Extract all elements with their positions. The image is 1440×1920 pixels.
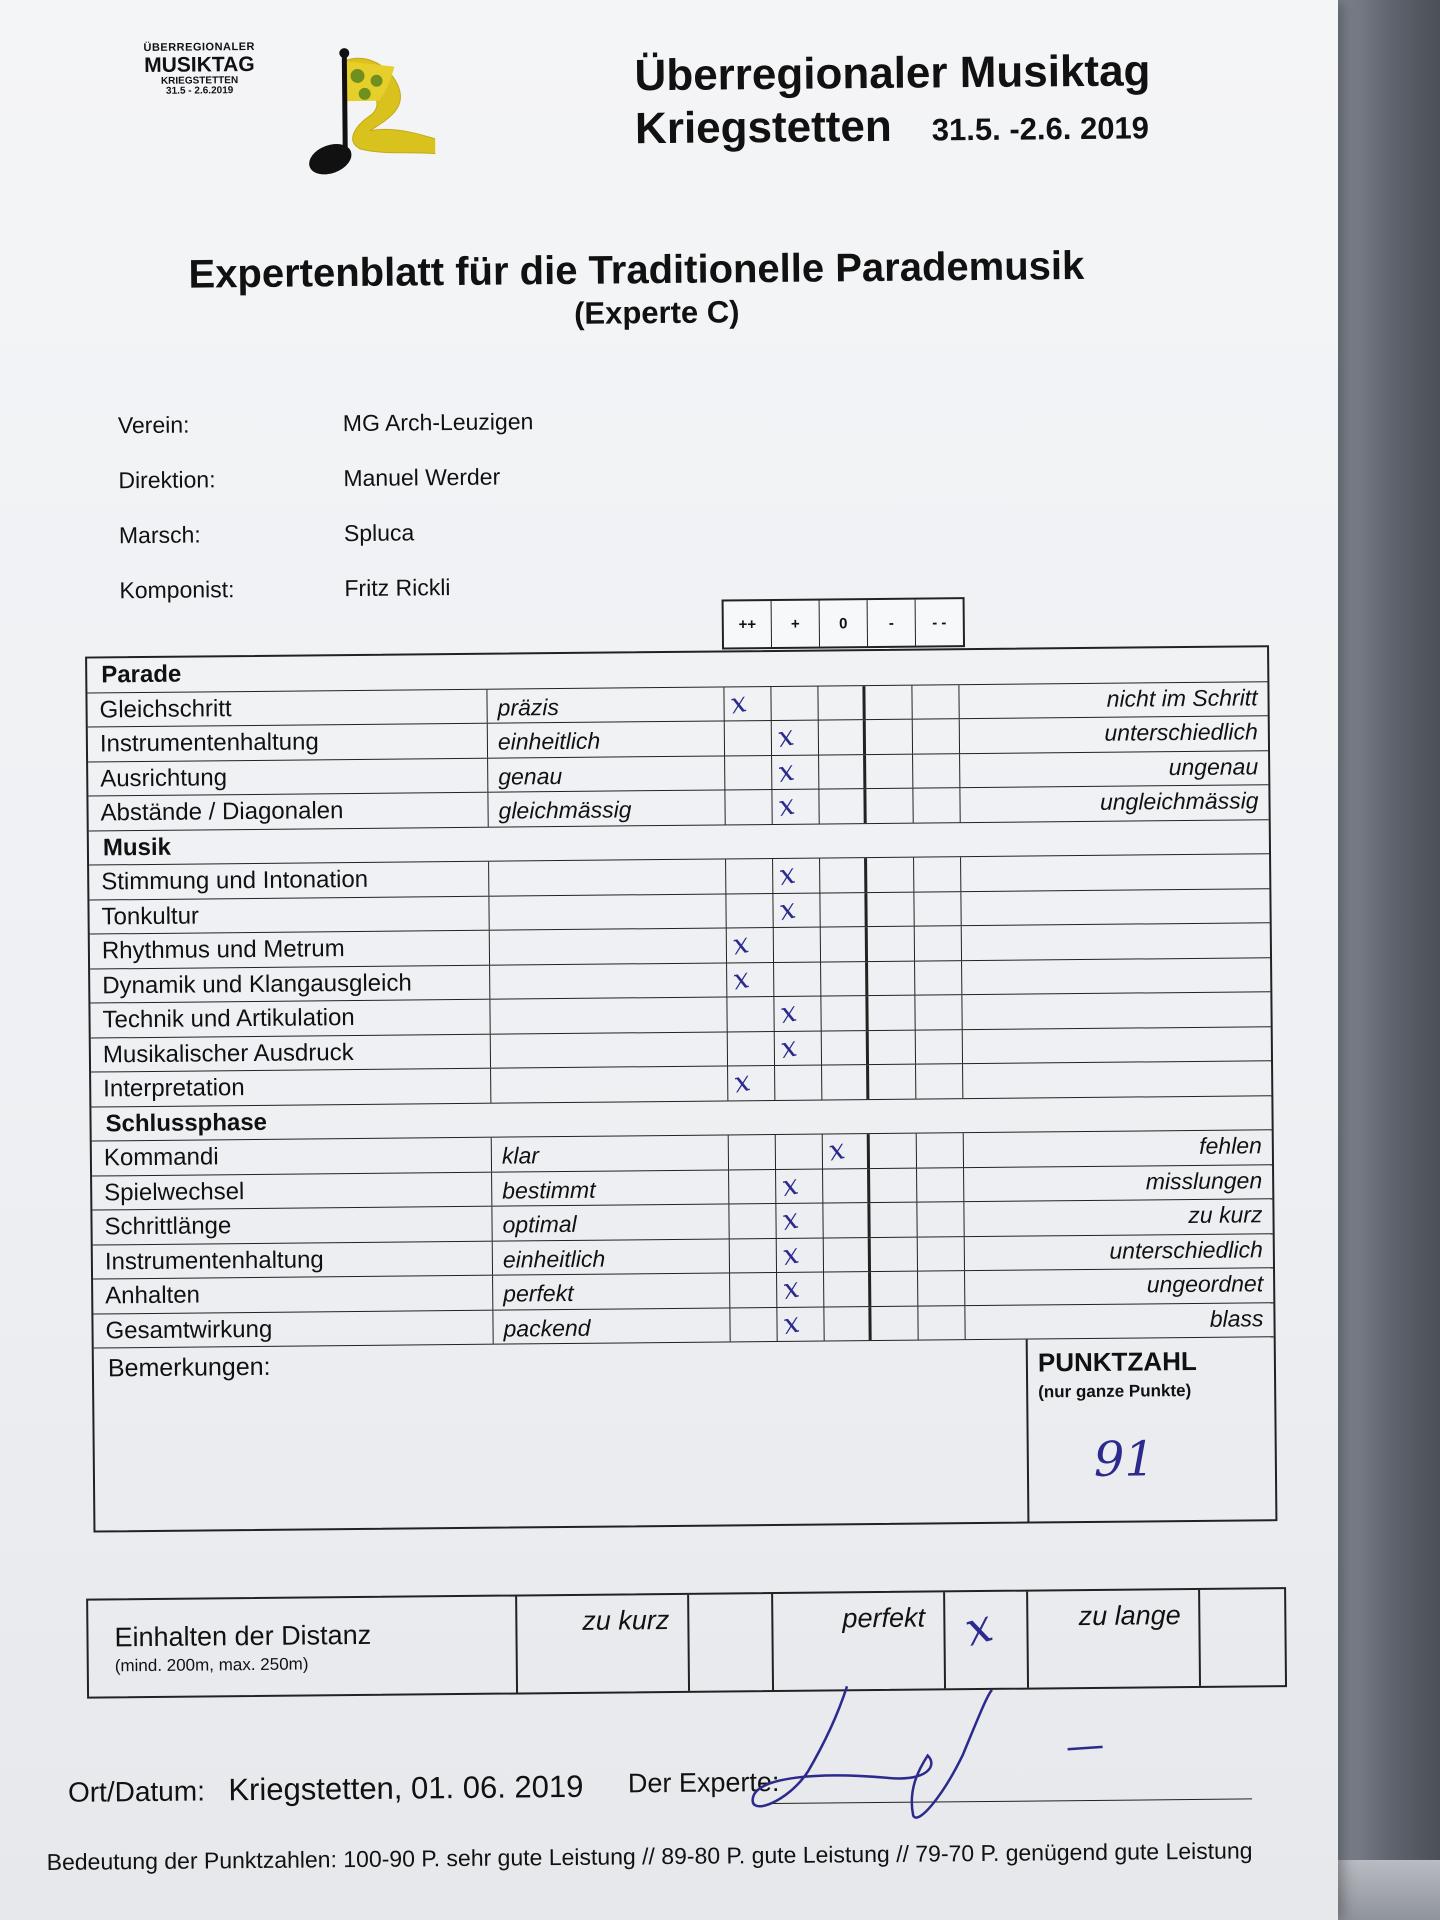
check-mark: x	[727, 684, 750, 720]
rating-checkbox[interactable]	[819, 789, 866, 823]
rating-checkbox[interactable]	[772, 755, 819, 789]
rating-checkbox[interactable]	[869, 1065, 916, 1099]
criterion-positive	[489, 894, 726, 930]
rating-checkbox[interactable]	[724, 686, 771, 720]
rating-checkbox[interactable]	[776, 1201, 823, 1238]
place-label: Ort/Datum:	[67, 1775, 206, 1808]
rating-checkbox[interactable]	[776, 1135, 823, 1169]
check-mark: x	[731, 1064, 753, 1100]
document-content	[9, 2, 1327, 1914]
criterion-negative	[961, 854, 1269, 890]
rating-checkbox[interactable]	[868, 961, 915, 995]
rating-checkbox[interactable]	[726, 893, 773, 927]
check-mark: x	[775, 753, 797, 789]
criterion-name: Schrittlänge	[92, 1207, 492, 1244]
rating-checkbox[interactable]	[917, 1133, 964, 1167]
logo-line-2: MUSIKTAG	[144, 52, 255, 77]
rating-checkbox[interactable]	[777, 1270, 824, 1307]
rating-checkbox[interactable]	[822, 1065, 869, 1099]
rating-checkbox[interactable]	[868, 927, 915, 961]
check-mark: x	[779, 1236, 802, 1272]
distance-option-label: zu kurz	[517, 1595, 690, 1693]
rating-checkbox[interactable]	[917, 1168, 964, 1202]
rating-label: - -	[915, 599, 963, 645]
rating-label: +	[771, 601, 819, 647]
event-title: Überregionaler Musiktag	[634, 46, 1151, 101]
place-date	[68, 1769, 584, 1810]
rating-checkbox[interactable]	[727, 928, 774, 962]
check-mark: x	[779, 1201, 802, 1238]
criterion-negative: unterschiedlich	[1104, 718, 1258, 746]
signature-icon	[727, 1673, 1149, 1837]
rating-checkbox[interactable]	[774, 962, 821, 996]
rating-scale-header	[722, 597, 965, 649]
criterion-positive	[491, 1066, 728, 1102]
rating-checkbox[interactable]	[871, 1272, 918, 1306]
rating-checkbox[interactable]	[867, 892, 914, 926]
criterion-positive: genau	[488, 756, 725, 792]
criterion-negative	[961, 889, 1269, 925]
music-note-flag-icon	[194, 30, 435, 182]
rating-checkbox[interactable]	[866, 720, 913, 754]
event-location: Kriegstetten	[634, 101, 892, 154]
rating-checkbox[interactable]	[824, 1307, 871, 1341]
rating-checkbox[interactable]	[725, 790, 772, 824]
background-surface	[1320, 0, 1440, 1920]
rating-checkbox[interactable]	[915, 995, 962, 1029]
criterion-name: Rhythmus und Metrum	[90, 931, 490, 968]
rating-checkbox[interactable]	[871, 1237, 918, 1271]
table-rows	[87, 647, 1274, 1347]
rating-checkbox[interactable]	[776, 1169, 823, 1203]
section-title: Musik	[102, 833, 172, 861]
criterion-positive	[490, 997, 727, 1033]
rating-checkbox[interactable]	[775, 1031, 822, 1065]
distance-label-cell	[88, 1596, 518, 1696]
check-mark: x	[775, 787, 798, 824]
rating-label: 0	[819, 600, 867, 646]
footer	[67, 1762, 1318, 1808]
criterion-negative	[963, 1061, 1271, 1097]
logo-line-4: 31.5 - 2.6.2019	[165, 85, 234, 97]
criterion-positive: präzis	[487, 687, 724, 723]
criterion-negative: ungleichmässig	[1099, 787, 1259, 815]
rating-checkbox[interactable]	[869, 1030, 916, 1064]
rating-checkbox[interactable]	[866, 754, 913, 788]
check-mark: x	[825, 1132, 848, 1168]
criterion-name: Dynamik und Klangausgleich	[90, 965, 490, 1002]
rating-checkbox[interactable]	[822, 1031, 869, 1065]
rating-label: ++	[738, 615, 757, 633]
rating-checkbox[interactable]	[871, 1306, 918, 1340]
rating-checkbox[interactable]	[772, 787, 819, 824]
criterion-positive	[491, 1032, 728, 1068]
rating-checkbox[interactable]	[819, 720, 866, 754]
criterion-negative: unterschiedlich	[1109, 1235, 1263, 1264]
rating-checkbox[interactable]	[824, 1272, 871, 1306]
remarks-score-block	[94, 1336, 1276, 1530]
criterion-negative: blass	[1209, 1304, 1264, 1332]
rating-checkbox[interactable]	[777, 1238, 824, 1272]
rating-checkbox[interactable]	[818, 686, 865, 720]
rating-checkbox[interactable]	[730, 1307, 777, 1341]
rating-checkbox[interactable]	[866, 789, 913, 823]
rating-checkbox[interactable]	[913, 754, 960, 788]
criterion-name: Ausrichtung	[88, 758, 488, 795]
rating-checkbox[interactable]	[820, 858, 867, 892]
evaluation-table	[85, 645, 1277, 1532]
check-mark: x	[779, 1167, 801, 1203]
distance-note: (mind. 200m, max. 250m)	[114, 1654, 309, 1676]
meta-value: Manuel Werder	[343, 463, 501, 492]
criterion-negative	[962, 958, 1270, 994]
score-legend: Bedeutung der Punktzahlen: 100-90 P. sehr gute Leistung // 89-80 P. gute Leistung // 79-70 P. genügend gute Leistung	[46, 1837, 1253, 1876]
criterion-name: Gesamtwirkung	[93, 1310, 493, 1347]
rating-checkbox[interactable]	[728, 1031, 775, 1065]
check-mark: x	[958, 1597, 998, 1657]
meta-row	[119, 559, 535, 618]
score-note: (nur ganze Punkte)	[1038, 1380, 1192, 1402]
score-value: 91	[1093, 1431, 1156, 1488]
criterion-name: Stimmung und Intonation	[89, 862, 489, 899]
check-mark: x	[780, 1305, 803, 1341]
rating-checkbox[interactable]	[820, 893, 867, 927]
criterion-negative: zu kurz	[1188, 1201, 1263, 1229]
check-mark: x	[774, 718, 797, 755]
criterion-negative: ungenau	[1168, 752, 1259, 780]
place-value: Kriegstetten, 01. 06. 2019	[228, 1768, 584, 1808]
rating-checkbox[interactable]	[918, 1237, 965, 1271]
distance-label: Einhalten der Distanz	[114, 1619, 372, 1653]
criterion-name: Abstände / Diagonalen	[88, 793, 488, 830]
rating-checkbox[interactable]	[914, 892, 961, 926]
rating-checkbox[interactable]	[912, 685, 959, 719]
rating-checkbox[interactable]	[726, 859, 773, 893]
rating-checkbox[interactable]	[771, 686, 818, 720]
rating-checkbox[interactable]	[773, 856, 820, 893]
rating-checkbox[interactable]	[916, 1030, 963, 1064]
rating-checkbox[interactable]	[773, 893, 820, 927]
meta-row	[118, 394, 534, 453]
criterion-positive	[490, 963, 727, 999]
rating-checkbox[interactable]	[821, 962, 868, 996]
meta-label: Direktion:	[118, 466, 216, 494]
check-mark: x	[776, 891, 799, 927]
criterion-negative: misslungen	[1145, 1166, 1263, 1194]
meta-row	[118, 449, 534, 508]
meta-info	[118, 394, 536, 618]
criterion-positive: optimal	[492, 1204, 729, 1240]
distance-checkbox[interactable]	[1200, 1589, 1285, 1686]
check-mark: x	[777, 1029, 800, 1065]
criterion-positive: klar	[492, 1135, 729, 1171]
form-subtitle: (Experte C)	[573, 294, 740, 331]
check-mark: x	[729, 926, 752, 962]
rating-checkbox[interactable]	[914, 857, 961, 891]
rating-checkbox[interactable]	[727, 997, 774, 1031]
rating-checkbox[interactable]	[772, 718, 819, 755]
section-title: Schlussphase	[105, 1108, 268, 1137]
criterion-positive: packend	[493, 1308, 730, 1344]
criterion-name: Instrumentenhaltung	[93, 1241, 493, 1278]
header-title	[634, 45, 1151, 156]
criterion-negative	[962, 992, 1270, 1028]
score-label: PUNKTZAHL	[1037, 1345, 1197, 1378]
rating-checkbox[interactable]	[777, 1307, 824, 1341]
distance-option-label: perfekt	[773, 1592, 946, 1690]
rating-checkbox[interactable]	[727, 962, 774, 996]
rating-checkbox[interactable]	[775, 1066, 822, 1100]
rating-checkbox[interactable]	[729, 1204, 776, 1238]
criterion-name: Instrumentenhaltung	[88, 724, 488, 761]
meta-value: Spluca	[343, 519, 415, 547]
meta-label: Verein:	[117, 411, 190, 439]
rating-checkbox[interactable]	[916, 1064, 963, 1098]
criterion-name: Musikalischer Ausdruck	[91, 1034, 491, 1071]
criterion-positive: einheitlich	[493, 1239, 730, 1275]
section-title: Parade	[101, 660, 182, 689]
criterion-name: Spielwechsel	[92, 1172, 492, 1209]
rating-checkbox[interactable]	[870, 1203, 917, 1237]
criterion-name: Interpretation	[91, 1069, 491, 1106]
criterion-name: Technik und Artikulation	[90, 1000, 490, 1037]
rating-checkbox[interactable]	[725, 721, 772, 755]
rating-checkbox[interactable]	[823, 1134, 870, 1168]
check-mark: x	[780, 1270, 802, 1307]
rating-checkbox[interactable]	[819, 755, 866, 789]
criterion-negative: fehlen	[1199, 1132, 1262, 1159]
criterion-name: Gleichschritt	[87, 689, 487, 726]
logo-line-1: ÜBERREGIONALER	[143, 40, 256, 54]
rating-checkbox[interactable]	[729, 1135, 776, 1169]
rating-checkbox[interactable]	[918, 1271, 965, 1305]
rating-checkbox[interactable]	[730, 1273, 777, 1307]
event-logo	[119, 30, 440, 183]
rating-checkbox[interactable]	[915, 961, 962, 995]
criterion-positive: perfekt	[493, 1273, 730, 1309]
event-date: 31.5. -2.6. 2019	[931, 110, 1150, 148]
rating-checkbox[interactable]	[868, 996, 915, 1030]
distance-option-label: zu lange	[1028, 1590, 1201, 1688]
rating-checkbox[interactable]	[824, 1238, 871, 1272]
rating-label: -	[867, 600, 915, 646]
form-title: Expertenblatt für die Traditionelle Parademusik	[188, 243, 1085, 297]
rating-checkbox[interactable]	[867, 858, 914, 892]
criterion-negative: nicht im Schritt	[1106, 683, 1258, 712]
rating-checkbox[interactable]	[915, 926, 962, 960]
criterion-name: Tonkultur	[89, 896, 489, 933]
score-field[interactable]	[1028, 1337, 1276, 1521]
rating-checkbox[interactable]	[728, 1066, 775, 1100]
rating-checkbox[interactable]	[725, 755, 772, 789]
meta-label: Komponist:	[119, 576, 235, 604]
criterion-negative	[962, 923, 1270, 959]
criterion-name: Anhalten	[93, 1276, 493, 1313]
rating-checkbox[interactable]	[870, 1134, 917, 1168]
meta-label: Marsch:	[118, 521, 201, 549]
rating-checkbox[interactable]	[865, 685, 912, 719]
rating-checkbox[interactable]	[774, 994, 821, 1031]
criterion-name: Kommandi	[92, 1138, 492, 1175]
logo-line-3: KRIEGSTETTEN	[160, 74, 239, 87]
rating-checkbox[interactable]	[823, 1203, 870, 1237]
meta-row	[119, 504, 535, 563]
rating-checkbox[interactable]	[729, 1169, 776, 1203]
expert-label: Der Experte:	[627, 1766, 780, 1799]
document-title	[111, 243, 1162, 336]
check-mark: x	[776, 856, 798, 893]
criterion-positive: einheitlich	[488, 721, 725, 757]
rating-checkbox[interactable]	[913, 788, 960, 822]
criterion-positive: bestimmt	[492, 1170, 729, 1206]
criterion-negative	[963, 1027, 1271, 1063]
criterion-positive	[490, 928, 727, 964]
check-mark: x	[777, 994, 800, 1031]
criterion-positive	[489, 859, 726, 895]
rating-checkbox[interactable]	[823, 1169, 870, 1203]
rating-checkbox[interactable]	[821, 996, 868, 1030]
remarks-field[interactable]: Bemerkungen:	[94, 1340, 1030, 1531]
rating-checkbox[interactable]	[913, 719, 960, 753]
rating-checkbox[interactable]	[821, 927, 868, 961]
rating-checkbox[interactable]	[730, 1238, 777, 1272]
rating-checkbox[interactable]	[774, 928, 821, 962]
rating-checkbox[interactable]	[917, 1202, 964, 1236]
criterion-positive: gleichmässig	[488, 790, 725, 826]
rating-checkbox[interactable]	[870, 1168, 917, 1202]
check-mark: x	[730, 960, 752, 996]
meta-value: Fritz Rickli	[344, 574, 451, 602]
meta-value: MG Arch-Leuzigen	[342, 408, 534, 437]
criterion-negative: ungeordnet	[1146, 1270, 1264, 1298]
rating-checkbox[interactable]	[918, 1306, 965, 1340]
